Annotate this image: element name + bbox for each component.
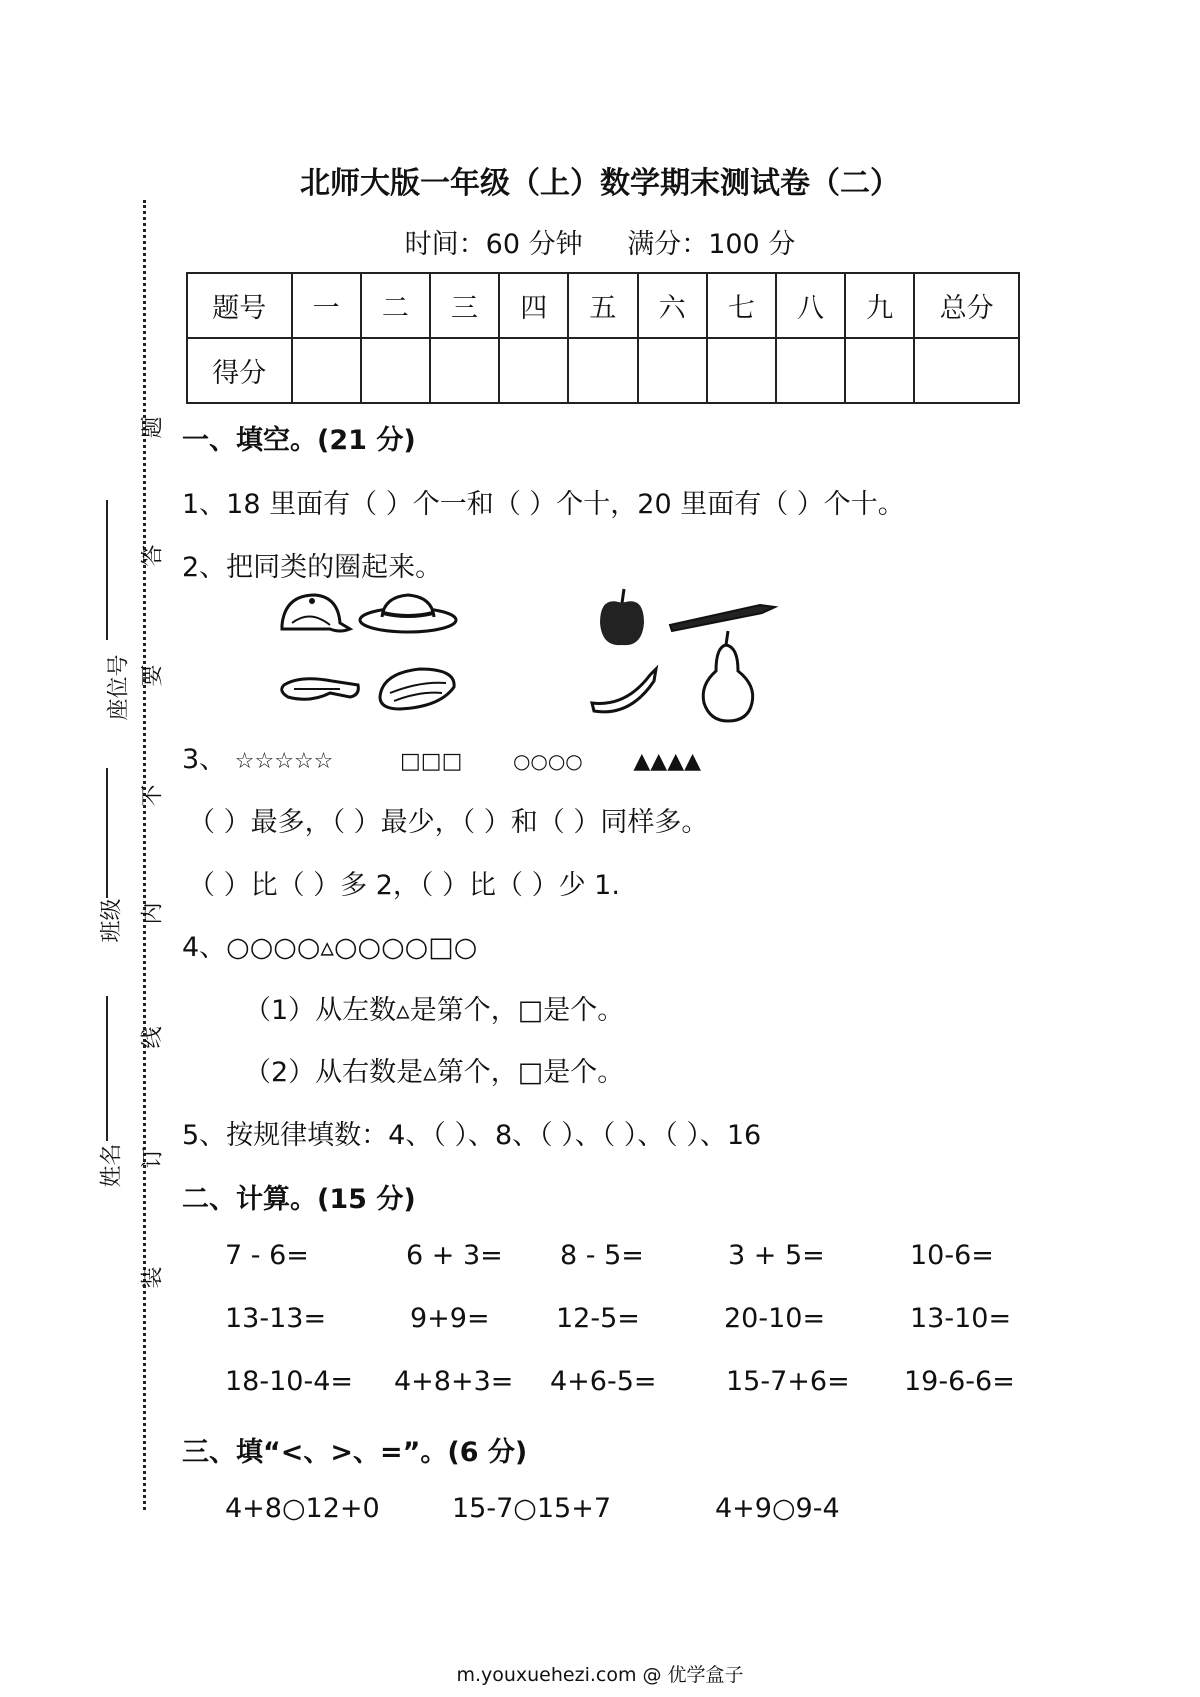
score-table (186, 272, 1020, 404)
cap-icon (282, 595, 350, 631)
section3-heading: 三、填“<、>、=”。(6 分) (182, 1437, 528, 1468)
question-4-part2: （2）从右数是▵第个，□是个。 (244, 1057, 625, 1088)
score-cell[interactable] (499, 338, 568, 403)
class-blank[interactable] (106, 768, 108, 898)
calc-item: 8 - 5= (560, 1240, 644, 1271)
table-cell: 四 (499, 273, 568, 338)
page-title: 北师大版一年级（上）数学期末测试卷（二） (300, 166, 900, 201)
calc-item: 13-13= (225, 1303, 327, 1334)
table-cell: 八 (776, 273, 845, 338)
score-cell[interactable] (845, 338, 914, 403)
pear-icon (703, 631, 753, 721)
table-cell: 题号 (187, 273, 292, 338)
score-table-score-row (187, 338, 1019, 403)
score-table-header-row (187, 273, 1019, 338)
calc-item: 6 + 3= (406, 1240, 503, 1271)
binding-notice-char: 装 (140, 1266, 166, 1289)
compare-item: 15-7○15+7 (452, 1493, 611, 1524)
table-cell: 九 (845, 273, 914, 338)
table-cell: 得分 (187, 338, 292, 403)
question-1: 1、18 里面有（ ）个一和（ ）个十，20 里面有（ ）个十。 (182, 489, 905, 520)
section2-heading: 二、计算。(15 分) (182, 1184, 416, 1215)
calc-item: 20-10= (724, 1303, 826, 1334)
question-2: 2、把同类的圈起来。 (182, 552, 443, 583)
question-3-line1: （ ）最多，（ ）最少，（ ）和（ ）同样多。 (188, 807, 709, 838)
calc-item: 4+8+3= (394, 1366, 514, 1397)
exam-info (0, 222, 1200, 261)
table-cell: 一 (292, 273, 361, 338)
binding-line (143, 200, 146, 1510)
score-cell[interactable] (361, 338, 430, 403)
compare-item: 4+9○9-4 (715, 1493, 840, 1524)
table-cell: 六 (638, 273, 707, 338)
pencil-icon (670, 605, 775, 631)
binding-notice-char: 订 (140, 1146, 166, 1169)
binding-notice-char: 要 (140, 664, 166, 687)
table-cell: 五 (568, 273, 637, 338)
score-cell[interactable] (430, 338, 499, 403)
apple-icon (600, 589, 644, 645)
calc-item: 15-7+6= (726, 1366, 850, 1397)
table-cell: 总分 (914, 273, 1019, 338)
calc-item: 12-5= (556, 1303, 640, 1334)
seat-number-label: 座位号 (106, 654, 132, 721)
question-2-pictures (270, 585, 830, 725)
mitten-icon (380, 669, 454, 709)
question-5: 5、按规律填数：4、（ ）、8、（ ）、（ ）、（ ）、16 (182, 1120, 762, 1151)
score-cell[interactable] (914, 338, 1019, 403)
binding-notice-char: 内 (140, 902, 166, 925)
binding-notice-char: 题 (140, 416, 166, 439)
calc-item: 7 - 6= (225, 1240, 309, 1271)
squares-icon: □□□ (400, 749, 463, 774)
table-cell: 七 (707, 273, 776, 338)
question-4-part1: （1）从左数▵是第个，□是个。 (244, 995, 625, 1026)
time-label: 时间：60 分钟 (404, 229, 583, 260)
binding-notice-char: 线 (140, 1026, 166, 1049)
compare-item: 4+8○12+0 (225, 1493, 380, 1524)
score-label: 满分：100 分 (627, 229, 796, 260)
calc-item: 18-10-4= (225, 1366, 353, 1397)
calc-item: 19-6-6= (904, 1366, 1015, 1397)
name-label: 姓名 (99, 1143, 125, 1188)
score-cell[interactable] (707, 338, 776, 403)
table-cell: 二 (361, 273, 430, 338)
score-cell[interactable] (568, 338, 637, 403)
seat-number-blank[interactable] (106, 500, 108, 640)
binding-notice-char: 不 (140, 784, 166, 807)
question-3 (182, 737, 701, 776)
banana-icon (592, 669, 656, 712)
binding-notice-char: 答 (140, 544, 166, 567)
score-cell[interactable] (638, 338, 707, 403)
score-cell[interactable] (776, 338, 845, 403)
gloves-icon (282, 679, 359, 700)
question-3-prefix: 3、 (182, 744, 227, 775)
table-cell: 三 (430, 273, 499, 338)
score-cell[interactable] (292, 338, 361, 403)
question-3-line2: （ ）比（ ）多 2，（ ）比（ ）少 1. (188, 870, 620, 901)
section1-heading: 一、填空。(21 分) (182, 425, 416, 456)
calc-item: 9+9= (410, 1303, 490, 1334)
hat-icon (360, 595, 456, 632)
class-label: 班级 (99, 898, 125, 943)
triangles-icon: ▲▲▲▲ (633, 749, 702, 774)
calc-item: 13-10= (910, 1303, 1012, 1334)
stars-icon: ☆☆☆☆☆ (234, 749, 334, 774)
circles-icon: ○○○○ (512, 749, 583, 773)
footer-watermark: m.youxuehezi.com @ 优学盒子 (456, 1664, 744, 1686)
calc-item: 10-6= (910, 1240, 994, 1271)
calc-item: 4+6-5= (550, 1366, 657, 1397)
name-blank[interactable] (106, 996, 108, 1141)
calc-item: 3 + 5= (728, 1240, 825, 1271)
question-4: 4、○○○○▵○○○○□○ (182, 932, 478, 963)
